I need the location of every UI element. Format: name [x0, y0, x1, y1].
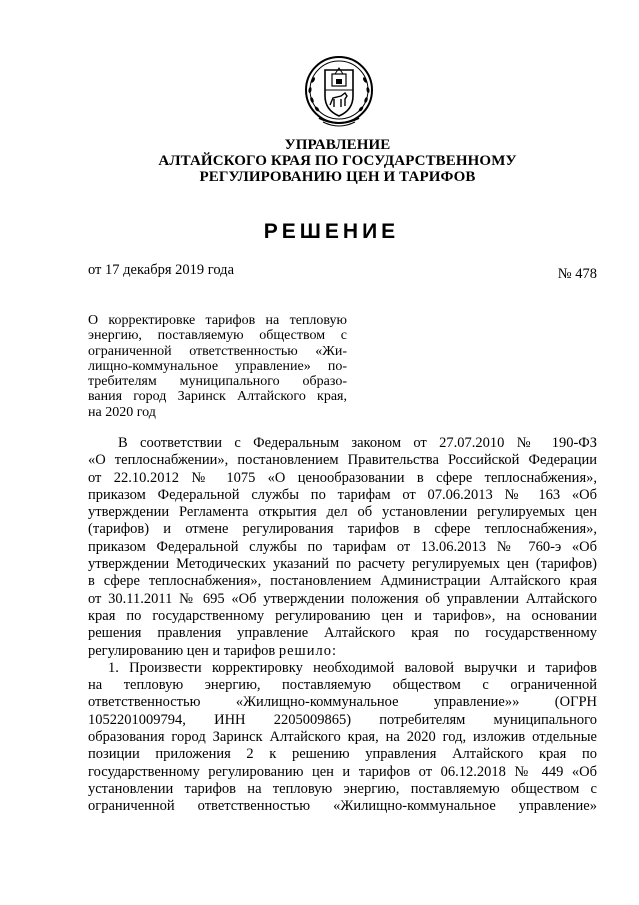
body-line: от 22.10.2012 № 1075 «О ценообразовании в сфере теплоснабжения»,	[88, 469, 597, 486]
item-line: на тепловую энергию, поставляемую обществом с ограниченной	[88, 677, 597, 694]
decided-word: решило	[278, 642, 332, 659]
body-line-text: регулированию цен и тарифов	[88, 642, 276, 659]
subject-line: на 2020 год	[88, 404, 156, 420]
body-line: В соответствии с Федеральным законом от 27.07.2010 № 190-ФЗ	[118, 435, 597, 451]
item-line: государственному регулированию цен и тарифов от 06.12.2018 № 449 «Об	[88, 763, 597, 780]
subject-line: О корректировке тарифов на тепловую	[88, 313, 347, 328]
body-line: приказом Федеральной службы по тарифам от 13.06.2013 № 760-э «Об	[88, 538, 597, 555]
subject-line: лищно-коммунальное управление» по-	[88, 358, 347, 374]
body-line: «О теплоснабжении», постановлением Правительства Российской Федерации	[88, 452, 597, 469]
body-line: края по государственному регулированию цен и тарифов», на основании	[88, 607, 597, 624]
document-subject	[88, 313, 347, 420]
org-name-line-1: УПРАВЛЕНИЕ	[284, 137, 391, 153]
body-line: в сфере теплоснабжения», постановлением Администрации Алтайского края	[88, 573, 597, 590]
item-line: ответственностью «Жилищно-коммунальное управление»» (ОГРН	[88, 694, 597, 711]
org-name-line-2: АЛТАЙСКОГО КРАЯ ПО ГОСУДАРСТВЕННОМУ	[158, 153, 517, 169]
decided-colon: :	[331, 642, 336, 659]
body-line: (тарифов) и отмене регулирования тарифов в сфере теплоснабжения»,	[88, 521, 597, 538]
subject-line: требителям муниципального образо-	[88, 374, 347, 390]
body-line: от 30.11.2011 № 695 «Об утверждении положения об управлении Алтайского	[88, 590, 597, 607]
subject-line: вания город Заринск Алтайского края,	[88, 389, 347, 405]
item-line: позиции приложения 2 к решению управления Алтайского края по	[88, 746, 597, 763]
item-line: 1. Произвести корректировку необходимой валовой выручки и тарифов	[108, 659, 597, 676]
subject-line: ограниченной ответственностью «Жи-	[88, 343, 347, 359]
body-line-decision	[88, 643, 597, 660]
body-line: решения правления управление Алтайского края по государственному	[88, 625, 597, 642]
body-line: утверждении Методических указаний по расчету регулируемых цен (тарифов)	[88, 556, 597, 573]
item-line: образования город Заринск Алтайского края, на 2020 год, изложив отдельные	[88, 729, 597, 746]
body-line: утверждении Регламента открытия дел об установлении регулируемых цен	[88, 504, 597, 521]
org-name-line-3: РЕГУЛИРОВАНИЮ ЦЕН И ТАРИФОВ	[199, 169, 476, 185]
subject-line: энергию, поставляемую обществом с	[88, 328, 347, 344]
item-line: ограниченной ответственностью «Жилищно-коммунальное управление»	[88, 798, 597, 815]
document-date: от 17 декабря 2019 года	[88, 262, 234, 278]
item-line: установлении тарифов на тепловую энергию, поставляемую обществом с	[88, 780, 597, 797]
document-body	[88, 435, 597, 816]
document-type-title: РЕШЕНИЕ	[263, 220, 400, 243]
body-line: приказом Федеральной службы по тарифам от 07.06.2013 № 163 «Об	[88, 486, 597, 503]
item-line: 1052201009794, ИНН 2205009865) потребителям муниципального	[88, 711, 597, 728]
document-number: № 478	[557, 266, 597, 282]
altai-krai-coat-of-arms-icon	[301, 50, 377, 132]
